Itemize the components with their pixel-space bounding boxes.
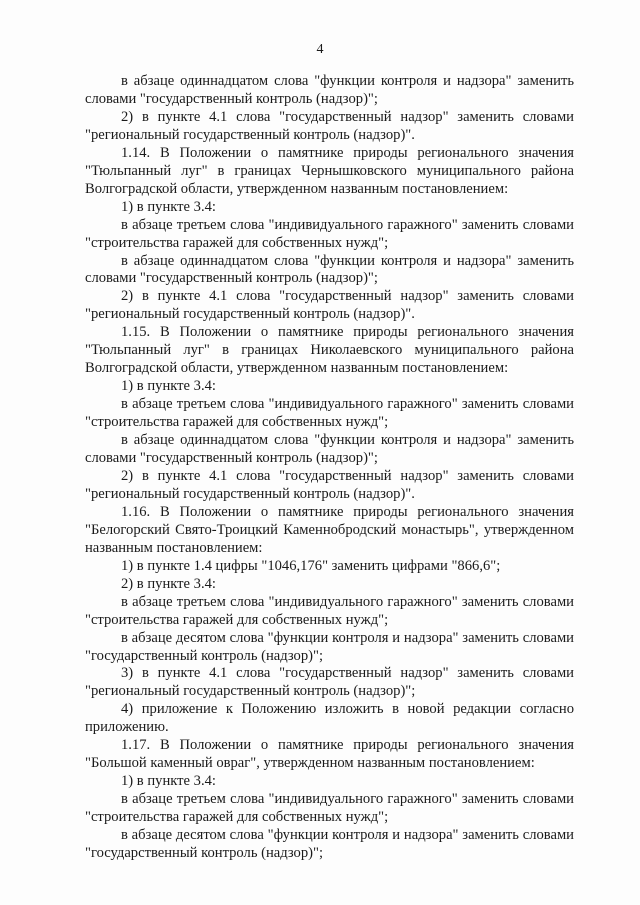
paragraph: в абзаце десятом слова "функции контроля и надзора" заменить словами "государственный контроль (надзор)"; — [85, 629, 574, 664]
paragraph: 2) в пункте 4.1 слова "государственный надзор" заменить словами "региональный государственный контроль (надзор)". — [85, 108, 574, 143]
paragraph: 4) приложение к Положению изложить в новой редакции согласно приложению. — [85, 701, 574, 736]
paragraph: в абзаце одиннадцатом слова "функции контроля и надзора" заменить словами "государственный контроль (надзор)"; — [85, 252, 574, 287]
paragraph: 3) в пункте 4.1 слова "государственный надзор" заменить словами "региональный государственный контроль (надзор)"; — [85, 665, 574, 700]
paragraph: 1.14. В Положении о памятнике природы регионального значения "Тюльпанный луг" в границах Чернышковского муниципального района Волгоградской области, утвержденном названным постановлением: — [85, 144, 574, 197]
paragraph: в абзаце десятом слова "функции контроля и надзора" заменить словами "государственный контроль (надзор)"; — [85, 827, 574, 861]
paragraph: 2) в пункте 4.1 слова "государственный надзор" заменить словами "региональный государственный контроль (надзор)". — [85, 288, 574, 323]
paragraph: 1) в пункте 3.4: — [121, 198, 216, 215]
paragraph: 1) в пункте 1.4 цифры "1046,176" заменить цифрами "866,6"; — [121, 557, 501, 574]
paragraph: в абзаце одиннадцатом слова "функции контроля и надзора" заменить словами "государственный контроль (надзор)"; — [85, 73, 574, 107]
page-number: 4 — [316, 42, 324, 57]
paragraph: в абзаце третьем слова "индивидуального гаражного" заменить словами "строительства гаражей для собственных нужд"; — [85, 593, 574, 628]
paragraph: в абзаце третьем слова "индивидуального гаражного" заменить словами "строительства гаражей для собственных нужд"; — [85, 791, 574, 826]
paragraph: 2) в пункте 4.1 слова "государственный надзор" заменить словами "региональный государственный контроль (надзор)". — [85, 467, 574, 502]
paragraph: 1) в пункте 3.4: — [121, 773, 216, 790]
paragraph: 1) в пункте 3.4: — [121, 378, 216, 395]
paragraph: 1.17. В Положении о памятнике природы регионального значения "Большой каменный овраг", утвержденном названным постановлением: — [85, 737, 574, 772]
paragraph: в абзаце третьем слова "индивидуального гаражного" заменить словами "строительства гаражей для собственных нужд"; — [85, 216, 574, 251]
paragraph: в абзаце одиннадцатом слова "функции контроля и надзора" заменить словами "государственный контроль (надзор)"; — [85, 432, 574, 467]
paragraph: в абзаце третьем слова "индивидуального гаражного" заменить словами "строительства гаражей для собственных нужд"; — [85, 396, 574, 431]
document-body — [85, 73, 574, 863]
paragraph: 2) в пункте 3.4: — [121, 575, 216, 592]
paragraph: 1.16. В Положении о памятнике природы регионального значения "Белогорский Свято-Троицкий Каменнобродский монастырь", утвержденном названным постановлением: — [85, 503, 574, 556]
paragraph: 1.15. В Положении о памятнике природы регионального значения "Тюльпанный луг" в границах Николаевского муниципального района Волгоградской области, утвержденном названным постановлением: — [85, 324, 574, 377]
